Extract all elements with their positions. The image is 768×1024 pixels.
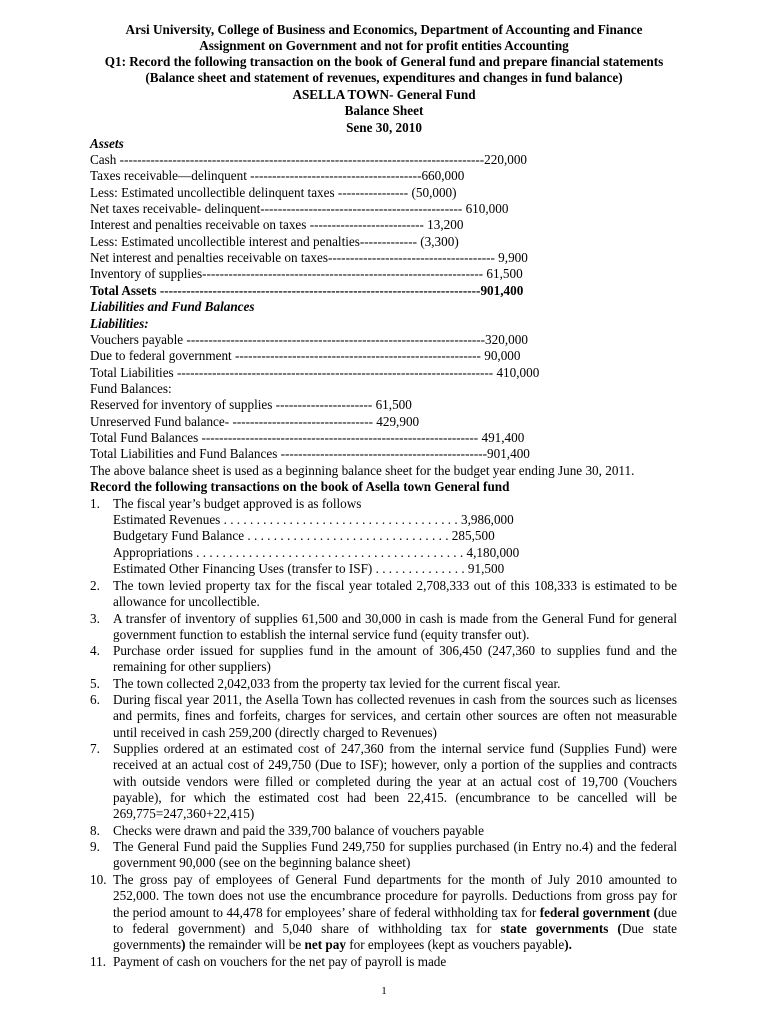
transaction-10-text: The gross pay of employees of General Fund departments for the month of July 2010 amounted to 252,000. The town does not use the encumbrance procedure for payrolls. Deductions from gross pay for the period amount to 44,478 for employees’ share of federal withholding tax for federal government (due to federal government) and 5,040 share of withholding tax for state governments (Due state governments) the remainder will be net pay for employees (kept as vouchers payable). <box>113 872 677 953</box>
item-number: 3. <box>90 611 100 626</box>
fund-balances-heading: Fund Balances: <box>90 381 172 396</box>
bs-line-reserved-inventory: Reserved for inventory of supplies ---------------------- 61,500 <box>90 397 412 412</box>
item-number: 10. <box>90 872 107 887</box>
transaction-3-text: A transfer of inventory of supplies 61,500 and 30,000 in cash is made from the General Fund for general government function to establish the internal service fund (equity transfer out). <box>113 611 677 643</box>
bs-line-net-taxes: Net taxes receivable- delinquent---------------------------------------------- 610,000 <box>90 201 509 216</box>
budget-other-financing: Estimated Other Financing Uses (transfer to ISF) . . . . . . . . . . . . . . 91,500 <box>113 561 505 576</box>
bs-line-taxes-receivable: Taxes receivable—delinquent ---------------------------------------660,000 <box>90 168 465 183</box>
header-question-cont: (Balance sheet and statement of revenues, expenditures and changes in fund balance) <box>145 70 623 85</box>
transaction-1-text: The fiscal year’s budget approved is as follows <box>113 496 362 511</box>
transaction-5-text: The town collected 2,042,033 from the property tax levied for the current fiscal year. <box>113 676 561 691</box>
item-number: 8. <box>90 823 100 838</box>
budget-fund-balance: Budgetary Fund Balance . . . . . . . . . . . . . . . . . . . . . . . . . . . . . . . 285,500 <box>113 528 495 543</box>
item-number: 4. <box>90 643 100 658</box>
bs-line-total-liab-fund: Total Liabilities and Fund Balances -----------------------------------------------901,400 <box>90 446 530 461</box>
bs-line-cash: Cash -----------------------------------------------------------------------------------220,000 <box>90 152 528 167</box>
item-number: 5. <box>90 676 100 691</box>
page-number: 1 <box>381 985 387 997</box>
header-question: Q1: Record the following transaction on the book of General fund and prepare financial statements <box>104 54 664 69</box>
assets-heading: Assets <box>90 136 124 151</box>
bs-line-less-uncollectible-interest: Less: Estimated uncollectible interest and penalties------------- (3,300) <box>90 234 459 249</box>
transactions-heading: Record the following transactions on the book of Asella town General fund <box>90 479 510 494</box>
transaction-11-text: Payment of cash on vouchers for the net pay of payroll is made <box>113 954 447 969</box>
header-university: Arsi University, College of Business and Economics, Department of Accounting and Finance <box>125 22 643 37</box>
bs-total-assets: Total Assets -------------------------------------------------------------------------901,400 <box>90 283 524 298</box>
transaction-7-text: Supplies ordered at an estimated cost of 247,360 from the internal service fund (Supplies Fund) were received at an actual cost of 249,750 (Due to ISF); however, only a portion of the supplies and contracts with outside vendors were filled or completed during the year at an actual cost of 19,700 (Vouchers payable), for which the estimated cost had been 22,415. (encumbrance to be cancelled will be 269,775=247,360+22,415) <box>113 741 677 822</box>
bs-line-due-federal: Due to federal government -------------------------------------------------------- 90,000 <box>90 348 521 363</box>
transaction-4-text: Purchase order issued for supplies fund in the amount of 306,450 (247,360 to supplies fund and the remaining for other suppliers) <box>113 643 677 675</box>
bs-line-vouchers-payable: Vouchers payable --------------------------------------------------------------------320,000 <box>90 332 528 347</box>
bs-line-interest-penalties: Interest and penalties receivable on taxes -------------------------- 13,200 <box>90 217 464 232</box>
bs-line-less-uncollectible-taxes: Less: Estimated uncollectible delinquent taxes ---------------- (50,000) <box>90 185 457 200</box>
item-number: 2. <box>90 578 100 593</box>
bs-line-unreserved-fund: Unreserved Fund balance- -------------------------------- 429,900 <box>90 414 420 429</box>
item-number: 7. <box>90 741 100 756</box>
bs-note: The above balance sheet is used as a beginning balance sheet for the budget year ending June 30, 2011. <box>90 463 635 478</box>
budget-estimated-revenues: Estimated Revenues . . . . . . . . . . . . . . . . . . . . . . . . . . . . . . . . . . . . 3,986,000 <box>113 512 514 527</box>
item-number: 1. <box>90 496 100 511</box>
budget-appropriations: Appropriations . . . . . . . . . . . . . . . . . . . . . . . . . . . . . . . . . . . . . . . . . 4,180,000 <box>113 545 520 560</box>
transaction-8-text: Checks were drawn and paid the 339,700 balance of vouchers payable <box>113 823 484 838</box>
item-number: 11. <box>90 954 106 969</box>
header-statement-title: Balance Sheet <box>344 103 424 118</box>
liabilities-fund-balances-heading: Liabilities and Fund Balances <box>90 299 255 314</box>
bs-line-net-interest: Net interest and penalties receivable on taxes-------------------------------------- 9,900 <box>90 250 528 265</box>
header-assignment: Assignment on Government and not for profit entities Accounting <box>199 38 569 53</box>
item-number: 6. <box>90 692 100 707</box>
header-fund-title: ASELLA TOWN- General Fund <box>292 87 476 102</box>
transaction-6-text: During fiscal year 2011, the Asella Town has collected revenues in cash from the sources such as licenses and permits, fines and forfeits, charges for services, and certain other sources are often not measurable until received in cash 259,200 (directly charged to Revenues) <box>113 692 677 740</box>
transaction-9-text: The General Fund paid the Supplies Fund 249,750 for supplies purchased (in Entry no.4) and the federal government 90,000 (see on the beginning balance sheet) <box>113 839 677 871</box>
header-date: Sene 30, 2010 <box>346 120 422 135</box>
bs-line-total-liabilities: Total Liabilities ------------------------------------------------------------------------ 410,000 <box>90 365 540 380</box>
bs-line-total-fund-balances: Total Fund Balances --------------------------------------------------------------- 491,400 <box>90 430 525 445</box>
item-number: 9. <box>90 839 100 854</box>
transaction-2-text: The town levied property tax for the fiscal year totaled 2,708,333 out of this 108,333 is estimated to be allowance for uncollectible. <box>113 578 677 610</box>
liabilities-heading: Liabilities: <box>90 316 149 331</box>
bs-line-inventory: Inventory of supplies---------------------------------------------------------------- 61,500 <box>90 266 523 281</box>
